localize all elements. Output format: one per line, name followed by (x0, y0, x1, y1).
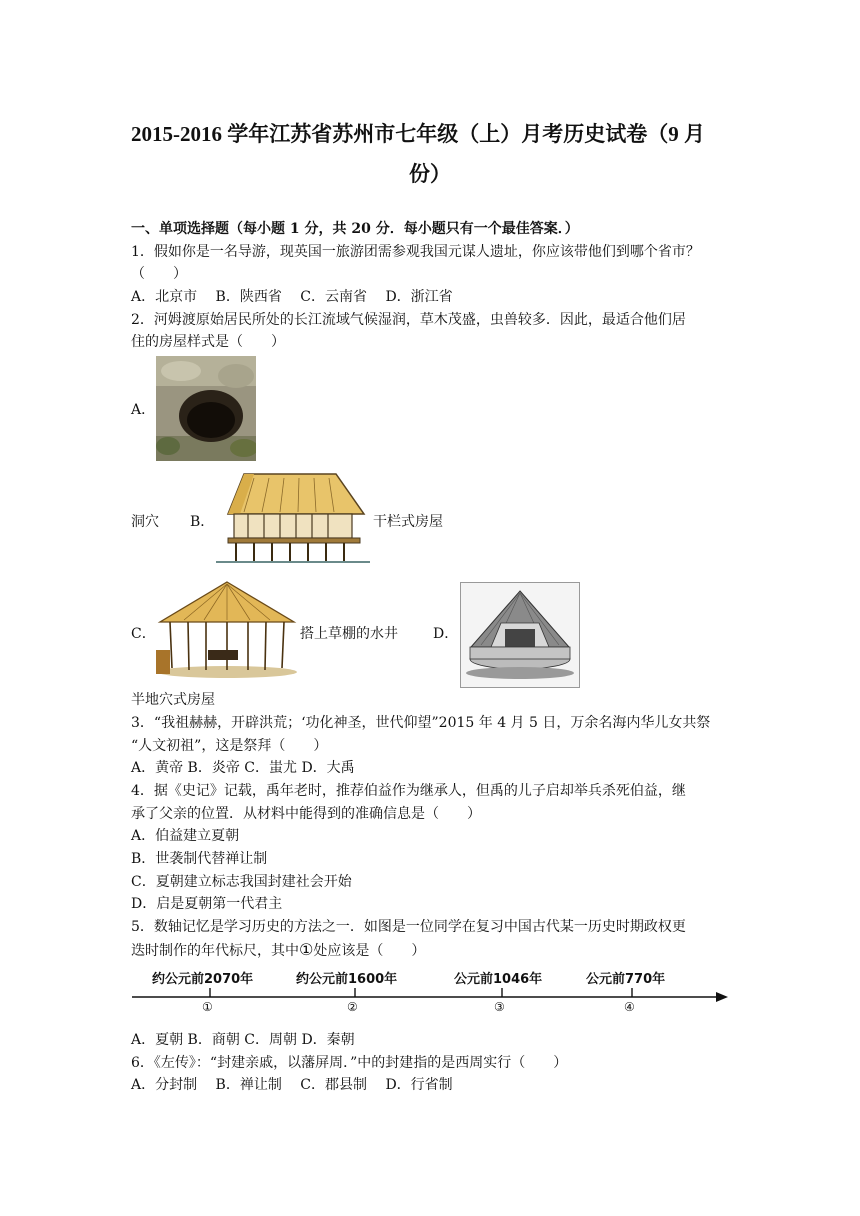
timeline-label-2: 约公元前1600年 (296, 972, 398, 987)
section-heading: 一、单项选择题（每小题 1 分，共 20 分．每小题只有一个最佳答案．） (131, 221, 579, 237)
q1-stem-line1: 1．假如你是一名导游，现英国一旅游团需参观我国元谋人遗址，你应该带他们到哪个省市？ (131, 244, 700, 260)
q5-stem-line2-b: 处应该是（ ） (313, 943, 426, 959)
q5-options: A．夏朝 B．商朝 C．周朝 D．秦朝 (131, 1032, 355, 1048)
timeline-label-3: 公元前1046年 (454, 972, 543, 987)
cave-image (156, 356, 256, 461)
q4-option-d: D．启是夏朝第一代君主 (131, 896, 283, 912)
timeline-mark-1: ① (202, 1000, 213, 1014)
well-hut-image (154, 580, 300, 678)
q5-stem-line2 (131, 940, 425, 961)
timeline-mark-3: ③ (494, 1000, 505, 1014)
q3-options: A．黄帝 B．炎帝 C．蚩尤 D．大禹 (131, 760, 355, 776)
q2-option-a-caption: 洞穴 (131, 514, 159, 530)
timeline-label-1: 约公元前2070年 (152, 972, 254, 987)
q5-stem-line2-a: 迭时制作的年代标尺，其中 (131, 943, 299, 959)
q2-option-c-caption: 搭上草棚的水井 (300, 626, 398, 642)
q2-option-b-caption: 干栏式房屋 (373, 514, 443, 530)
exam-title-line2: 份） (409, 162, 451, 186)
q2-option-c-letter: C． (131, 626, 156, 642)
exam-title-line1: 2015-2016 学年江苏省苏州市七年级（上）月考历史试卷（9 月 (131, 122, 705, 146)
q3-stem-line2: “人文初祖”，这是祭拜（ ） (131, 738, 328, 754)
q4-stem-line2: 承了父亲的位置．从材料中能得到的准确信息是（ ） (131, 806, 481, 822)
q6-stem: 6．《左传》：“封建亲戚，以藩屏周．”中的封建指的是西周实行（ ） (131, 1055, 568, 1071)
q5-stem-mark: ① (299, 940, 314, 959)
q6-options: A．分封制 B．禅让制 C．郡县制 D．行省制 (131, 1077, 453, 1093)
q4-option-a: A．伯益建立夏朝 (131, 828, 240, 844)
q2-option-d-caption: 半地穴式房屋 (131, 692, 215, 708)
timeline-mark-2: ② (347, 1000, 358, 1014)
timeline-label-4: 公元前770年 (586, 972, 666, 987)
q2-stem-line2: 住的房屋样式是（ ） (131, 334, 285, 350)
timeline-mark-4: ④ (624, 1000, 635, 1014)
q3-stem-line1: 3．“我祖赫赫，开辟洪荒；‘功化神圣，世代仰望”2015 年 4 月 5 日，万余名海内华儿女共祭 (131, 715, 711, 731)
q2-option-d-letter: D． (433, 626, 459, 642)
timeline (130, 966, 730, 1022)
pit-house-image (460, 582, 580, 688)
q2-option-a-letter: A． (131, 402, 156, 418)
q4-option-b: B．世袭制代替禅让制 (131, 851, 268, 867)
q1-stem-line2: （ ） (131, 266, 187, 282)
q2-option-b-letter: B． (190, 514, 215, 530)
q2-stem-line1: 2．河姆渡原始居民所处的长江流域气候湿润，草木茂盛，虫兽较多．因此，最适合他们居 (131, 312, 686, 328)
q4-option-c: C．夏朝建立标志我国封建社会开始 (131, 874, 352, 890)
stilt-house-image (214, 470, 372, 566)
q4-stem-line1: 4．据《史记》记载，禹年老时，推荐伯益作为继承人，但禹的儿子启却举兵杀死伯益，继 (131, 783, 686, 799)
q5-stem-line1: 5．数轴记忆是学习历史的方法之一．如图是一位同学在复习中国古代某一历史时期政权更 (131, 919, 686, 935)
q1-options: A．北京市 B．陕西省 C．云南省 D．浙江省 (131, 289, 453, 305)
